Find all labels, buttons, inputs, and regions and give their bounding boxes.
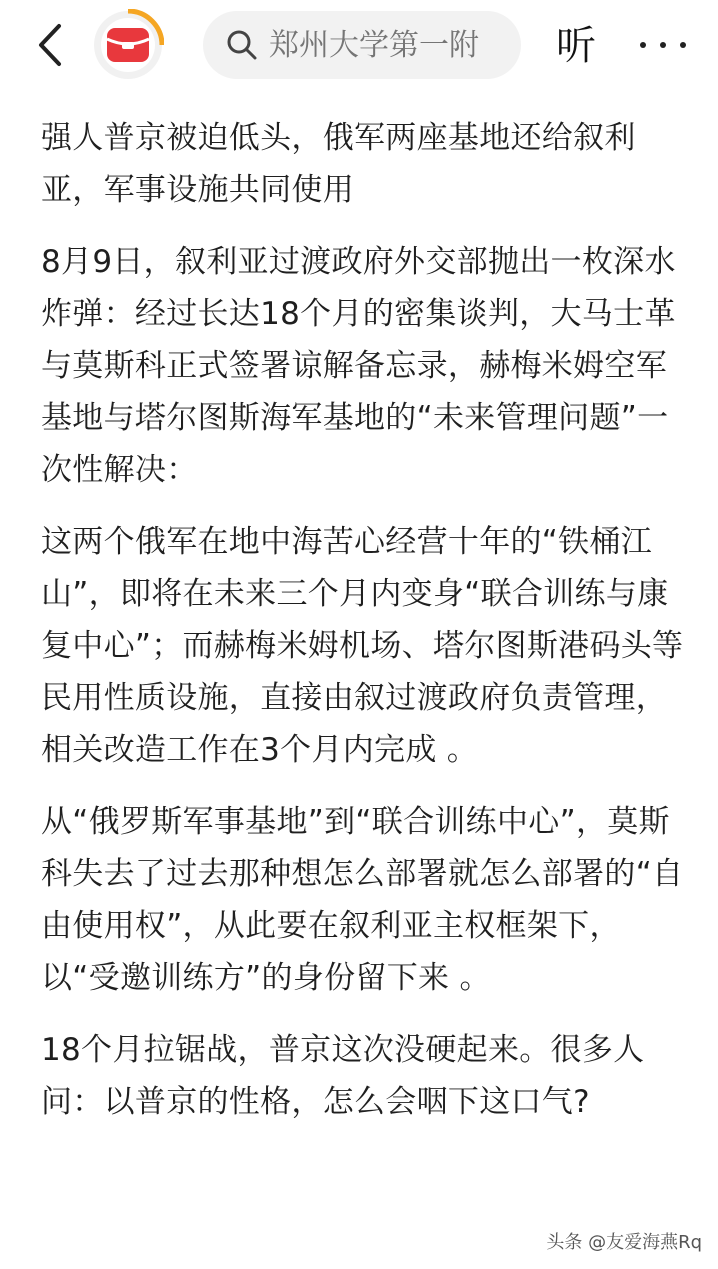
back-button[interactable] [30, 20, 70, 70]
toutiao-logo-icon [92, 9, 164, 81]
article-paragraph-4: 18个月拉锯战，普京这次没硬起来。很多人问：以普京的性格，怎么会咽下这口气? [41, 1032, 645, 1120]
dot-icon [660, 42, 666, 48]
article-paragraph-3: 从“俄罗斯军事基地”到“联合训练中心”，莫斯科失去了过去那种想怎么部署就怎么部署的“自由使用权”，从此要在叙利亚主权框架下，以“受邀训练方”的身份留下来 。 [41, 804, 684, 996]
article-body [41, 112, 691, 1148]
article-title: 强人普京被迫低头，俄军两座基地还给叙利亚，军事设施共同使用 [41, 120, 636, 208]
search-icon [225, 28, 259, 62]
watermark-text: 头条 @友爱海燕Rq [546, 1232, 702, 1253]
search-bar[interactable] [203, 11, 521, 79]
top-nav-bar [0, 0, 718, 92]
article-paragraph-1: 8月9日，叙利亚过渡政府外交部抛出一枚深水炸弹：经过长达18个月的密集谈判，大马士革与莫斯科正式签署谅解备忘录，赫梅米姆空军基地与塔尔图斯海军基地的“未来管理问题”一次性解决： [41, 244, 676, 488]
dot-icon [640, 42, 646, 48]
dot-icon [680, 42, 686, 48]
more-options-button[interactable] [640, 38, 686, 52]
listen-button[interactable]: 听 [556, 23, 596, 69]
article-paragraph-2: 这两个俄军在地中海苦心经营十年的“铁桶江山”，即将在未来三个月内变身“联合训练与康复中心”；而赫梅米姆机场、塔尔图斯港码头等民用性质设施，直接由叙过渡政府负责管理，相关改造工作在3个月内完成 。 [41, 524, 684, 768]
back-arrow-icon [35, 22, 65, 68]
search-input[interactable] [269, 28, 509, 63]
source-watermark [546, 1228, 702, 1254]
app-logo-avatar[interactable] [92, 9, 164, 81]
